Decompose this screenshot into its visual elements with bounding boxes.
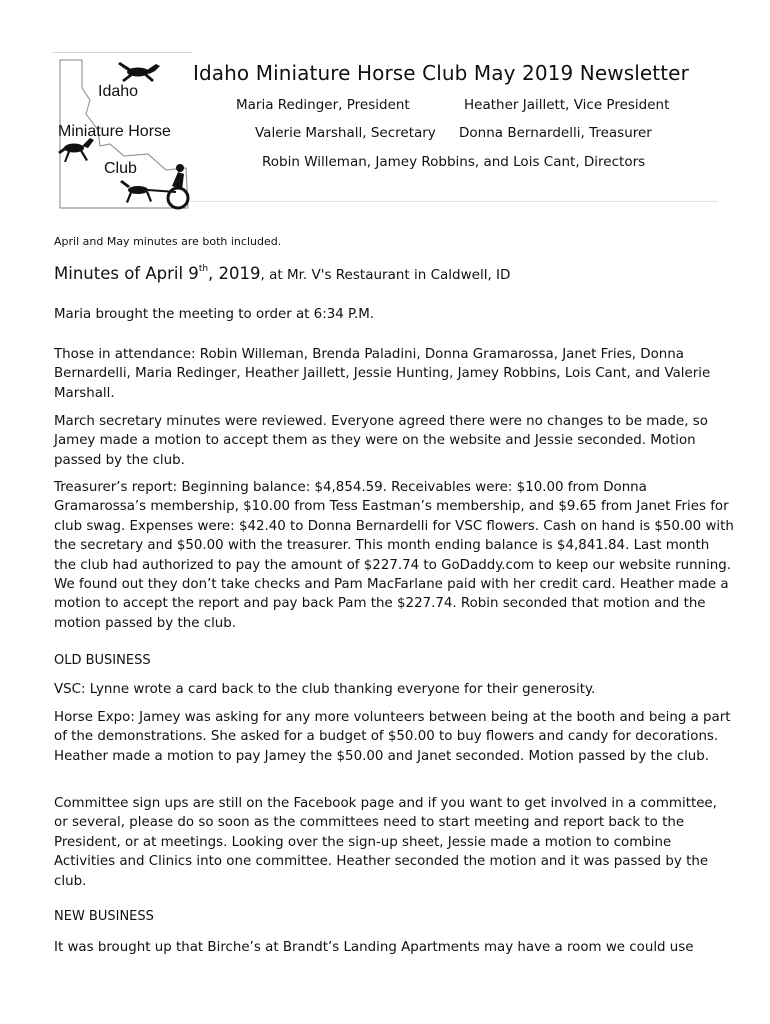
minutes-note: April and May minutes are both included. [54, 235, 282, 248]
paragraph-call-to-order: Maria brought the meeting to order at 6:34 P.M. [54, 307, 375, 322]
paragraph-treasurer-report: Treasurer’s report: Beginning balance: $4,854.59. Receivables were: $10.00 from Donna Gramarossa’s membership, $10.00 from Tess Eastman’s membership, and $9.65 from Janet Fries for club swag. Expenses were: $42.40 to Donna Bernardelli for VSC flowers. Cash on hand is $50.00 with the secretary and $50.00 with the treasurer. This month ending balance is $4,841.84. Last month the club had authorized to pay the amount of $227.74 to GoDaddy.com to keep our website running. We found out they don’t take checks and Pam MacFarlane paid with her credit card. Heather made a motion to accept the report and pay back Pam the $227.74. Robin seconded that motion and the motion passed by the club. [54, 480, 734, 631]
minutes-heading-location: , at Mr. V's Restaurant in Caldwell, ID [260, 267, 511, 283]
new-business-heading: NEW BUSINESS [54, 909, 154, 924]
officer-vice-president: Heather Jaillett, Vice President [464, 97, 670, 113]
officer-directors: Robin Willeman, Jamey Robbins, and Lois Cant, Directors [262, 154, 646, 170]
paragraph-secretary-minutes: March secretary minutes were reviewed. Everyone agreed there were no changes to be made, so Jamey made a motion to accept them as they were on the website and Jessie seconded. Motion passed by the club. [54, 414, 708, 468]
logo-text-miniature-horse: Miniature Horse [58, 123, 171, 140]
paragraph-meeting-room: It was brought up that Birche’s at Brandt’s Landing Apartments may have a room we could use [54, 940, 694, 955]
paragraph-attendance: Those in attendance: Robin Willeman, Brenda Paladini, Donna Gramarossa, Janet Fries, Donna Bernardelli, Maria Redinger, Heather Jaillett, Jessie Hunting, Jamey Robbins, Lois Cant, and Valerie Marshall. [54, 347, 711, 401]
newsletter-title: Idaho Miniature Horse Club May 2019 Newsletter [193, 61, 689, 85]
trotting-horse-icon [58, 138, 94, 162]
minutes-heading-prefix: Minutes of April 9 [54, 264, 199, 283]
header-divider [190, 201, 718, 202]
officer-secretary: Valerie Marshall, Secretary [255, 125, 436, 141]
minutes-heading-year: , 2019 [208, 264, 261, 283]
top-rule [52, 52, 192, 53]
running-horse-icon [118, 62, 160, 82]
logo-text-club: Club [104, 160, 137, 177]
paragraph-vsc: VSC: Lynne wrote a card back to the club thanking everyone for their generosity. [54, 682, 596, 697]
minutes-heading [54, 264, 510, 283]
officer-treasurer: Donna Bernardelli, Treasurer [459, 125, 652, 141]
club-logo [52, 58, 192, 214]
minutes-heading-sup: th [198, 264, 209, 274]
paragraph-horse-expo: Horse Expo: Jamey was asking for any more volunteers between being at the booth and being a part of the demonstrations. She asked for a budget of $50.00 to buy flowers and candy for decorations. Heather made a motion to pay Jamey the $50.00 and Janet seconded. Motion passed by the club. [54, 710, 731, 764]
logo-text-idaho: Idaho [98, 83, 139, 100]
old-business-heading: OLD BUSINESS [54, 653, 151, 668]
officer-president: Maria Redinger, President [236, 97, 410, 113]
paragraph-committee: Committee sign ups are still on the Facebook page and if you want to get involved in a committee, or several, please do so soon as the committees need to start meeting and report back to the President, or at meetings. Looking over the sign-up sheet, Jessie made a motion to combine Activities and Clinics into one committee. Heather seconded the motion and it was passed by the club. [54, 796, 717, 889]
